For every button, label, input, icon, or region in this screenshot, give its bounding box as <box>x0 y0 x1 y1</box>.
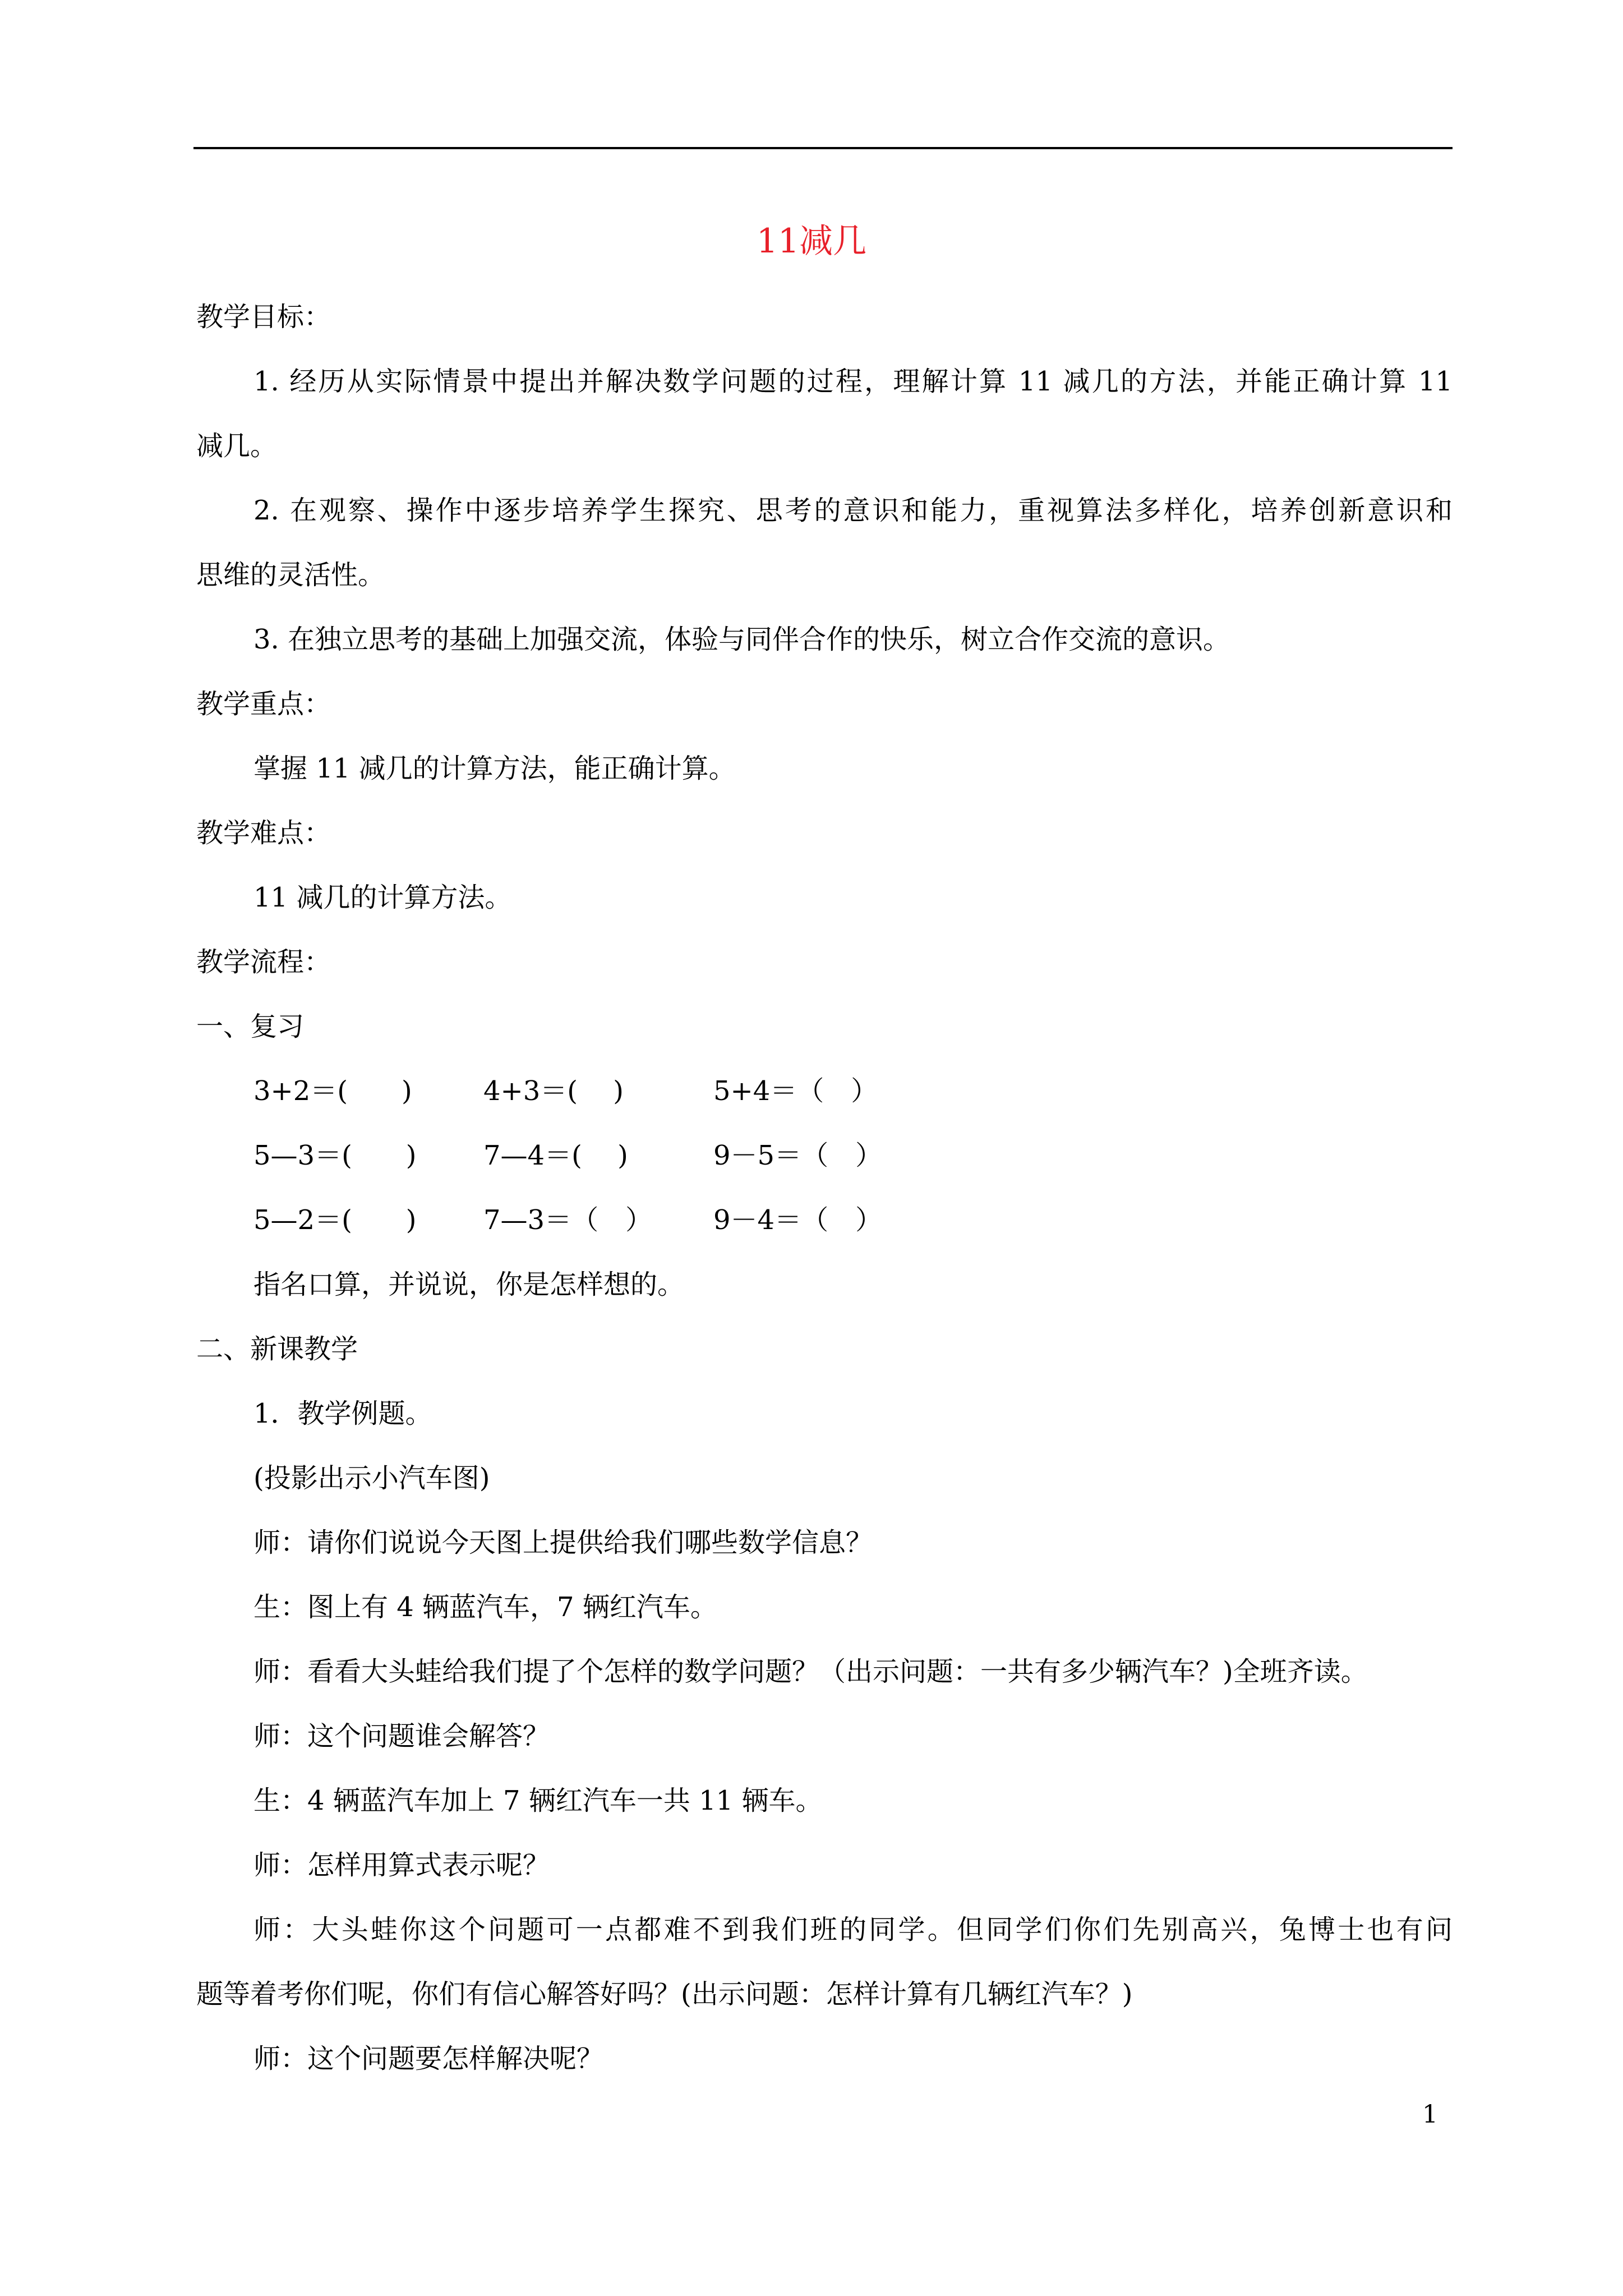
difficulty-text: 11 减几的计算方法。 <box>253 882 512 913</box>
goal-2-line-2: 思维的灵活性。 <box>196 559 385 591</box>
dialogue-line: 生：4 辆蓝汽车加上 7 辆红汽车一共 11 辆车。 <box>253 1785 823 1816</box>
review-equation: 9－5＝（ ） <box>713 1140 883 1171</box>
document-title: 11减几 <box>756 222 867 261</box>
dialogue-line: 生：图上有 4 辆蓝汽车，7 辆红汽车。 <box>253 1591 717 1623</box>
review-equation: 5—2＝( ) <box>253 1204 417 1236</box>
review-row-3 <box>196 1198 1453 1262</box>
review-equation: 3+2＝( ) <box>253 1075 412 1107</box>
dialogue-line: 师：大头蛙你这个问题可一点都难不到我们班的同学。但同学们你们先别高兴，兔博士也有问 <box>253 1914 1453 1945</box>
dialogue-line: 题等着考你们呢，你们有信心解答好吗？(出示问题：怎样计算有几辆红汽车？) <box>196 1978 1133 2010</box>
dialogue-line: 师：这个问题要怎样解决呢？ <box>253 2043 604 2074</box>
goals-heading: 教学目标： <box>196 301 331 333</box>
dialogue-line: 师：看看大头蛙给我们提了个怎样的数学问题？（出示问题：一共有多少辆汽车？)全班齐读。 <box>253 1656 1368 1687</box>
review-equation: 9－4＝（ ） <box>713 1204 883 1236</box>
key-points-text: 掌握 11 减几的计算方法，能正确计算。 <box>253 753 736 784</box>
review-equation: 5+4＝（ ） <box>713 1075 878 1107</box>
dialogue-line: 师：请你们说说今天图上提供给我们哪些数学信息？ <box>253 1527 873 1558</box>
review-equation: 5—3＝( ) <box>253 1140 417 1171</box>
dialogue-line: 师：怎样用算式表示呢？ <box>253 1849 550 1881</box>
dialogue-line: 师：这个问题谁会解答？ <box>253 1720 550 1752</box>
difficulty-heading: 教学难点： <box>196 817 331 849</box>
review-equation: 7—4＝( ) <box>483 1140 628 1171</box>
new-lesson-heading: 二、新课教学 <box>196 1333 358 1365</box>
goal-1-line-1: 1. 经历从实际情景中提出并解决数学问题的过程，理解计算 11 减几的方法，并能正确计算 11 <box>253 366 1453 397</box>
page-number: 1 <box>1422 2100 1438 2129</box>
review-heading: 一、复习 <box>196 1011 305 1042</box>
review-row-1 <box>196 1069 1453 1133</box>
review-row-2 <box>196 1133 1453 1198</box>
process-heading: 教学流程： <box>196 946 331 978</box>
example-heading: 1．教学例题。 <box>253 1398 432 1429</box>
goal-2-line-1: 2. 在观察、操作中逐步培养学生探究、思考的意识和能力，重视算法多样化，培养创新意识和 <box>253 495 1453 526</box>
document-body <box>196 295 1453 2101</box>
goal-3: 3. 在独立思考的基础上加强交流，体验与同伴合作的快乐，树立合作交流的意识。 <box>253 624 1230 655</box>
key-points-heading: 教学重点： <box>196 688 331 720</box>
review-equation: 7—3＝（ ） <box>483 1204 653 1236</box>
projection-note: (投影出示小汽车图) <box>253 1462 490 1494</box>
review-note: 指名口算，并说说，你是怎样想的。 <box>253 1269 685 1300</box>
review-equation: 4+3＝( ) <box>483 1075 624 1107</box>
goal-1-line-2: 减几。 <box>196 430 278 462</box>
header-rule <box>193 147 1453 149</box>
